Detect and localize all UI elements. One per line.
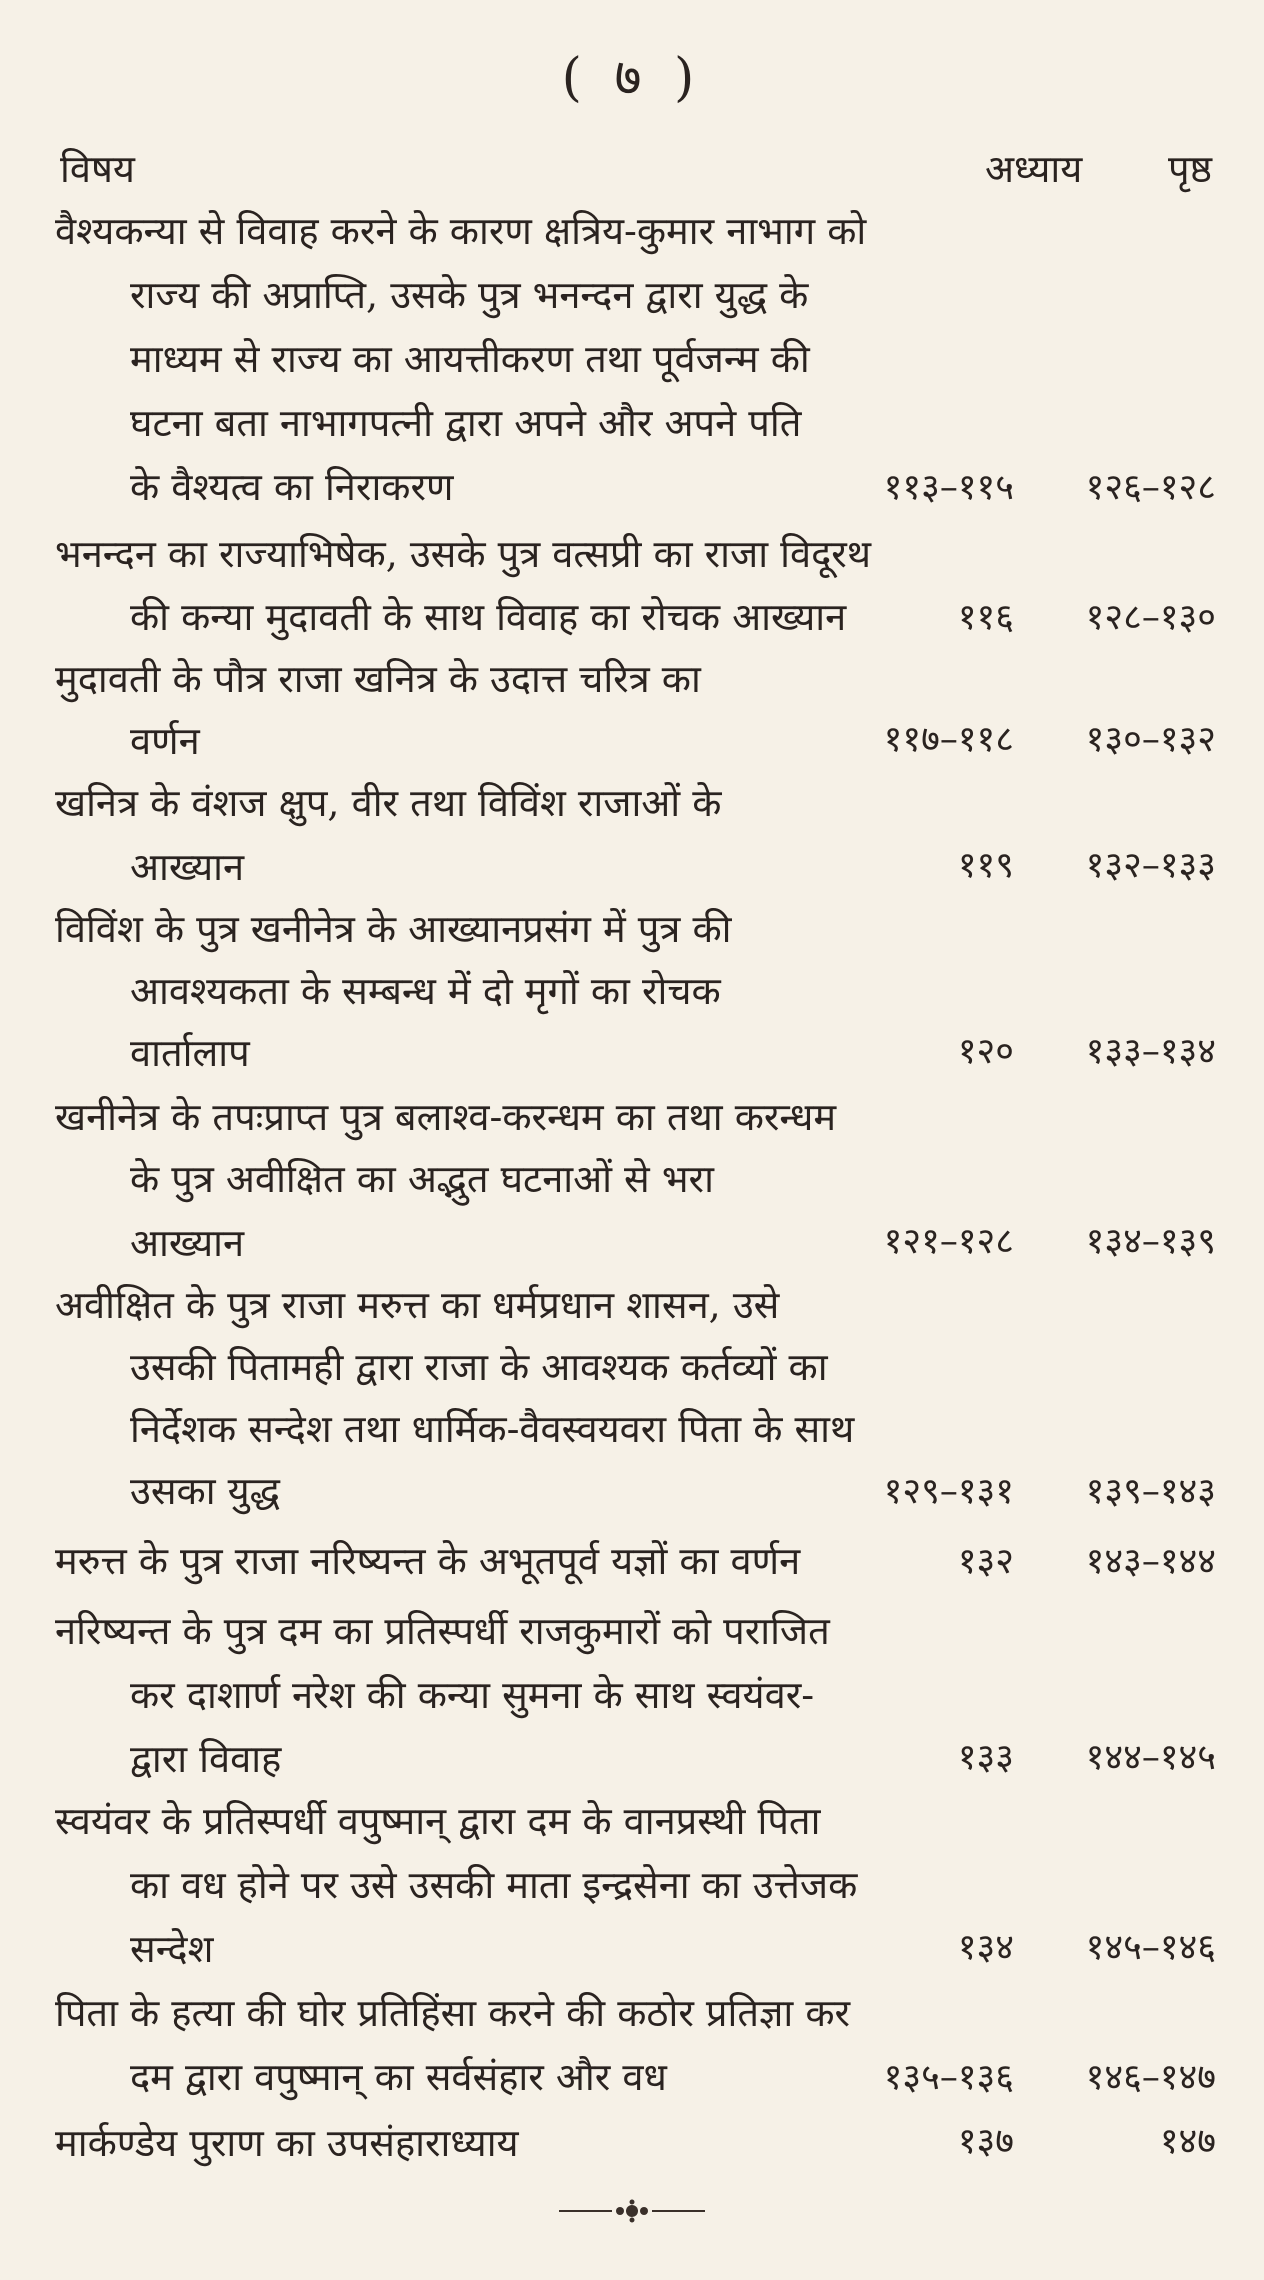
entry-line: खनित्र के वंशज क्षुप, वीर तथा विविंश राजाओं के [55, 781, 722, 825]
entry-line: आवश्यकता के सम्बन्ध में दो मृगों का रोचक [130, 969, 721, 1013]
entry-line: वार्तालाप [130, 1031, 250, 1075]
entry-line: सन्देश [130, 1927, 214, 1971]
entry-page: १२६–१२८ [1085, 467, 1216, 508]
entry-line: मुदावती के पौत्र राजा खनित्र के उदात्त चरित्र का [55, 657, 701, 701]
entry-chapter: ११९ [957, 845, 1014, 886]
entry-line: की कन्या मुदावती के साथ विवाह का रोचक आख्यान [130, 595, 847, 639]
entry-line: वैश्यकन्या से विवाह करने के कारण क्षत्रिय-कुमार नाभाग को [55, 209, 867, 253]
entry-line: कर दाशार्ण नरेश की कन्या सुमना के साथ स्वयंवर- [130, 1673, 815, 1717]
entry-line: उसकी पितामही द्वारा राजा के आवश्यक कर्तव्यों का [130, 1345, 828, 1389]
entry-line: माध्यम से राज्य का आयत्तीकरण तथा पूर्वजन्म की [130, 337, 810, 381]
entry-line: भनन्दन का राज्याभिषेक, उसके पुत्र वत्सप्री का राजा विदूरथ [55, 532, 872, 576]
entry-page: १४५–१४६ [1085, 1927, 1216, 1968]
entry-chapter: १२० [957, 1031, 1014, 1072]
entry-chapter: ११७–११८ [883, 719, 1014, 760]
header-chapter: अध्याय [985, 147, 1083, 191]
entry-line: दम द्वारा वपुष्मान् का सर्वसंहार और वध [130, 2055, 667, 2099]
entry-line: मरुत्त के पुत्र राजा नरिष्यन्त के अभूतपूर्व यज्ञों का वर्णन [55, 1539, 801, 1583]
page-number: ( ७ ) [561, 48, 703, 108]
entry-line: उसका युद्ध [130, 1469, 281, 1513]
entry-line: विविंश के पुत्र खनीनेत्र के आख्यानप्रसंग में पुत्र की [55, 907, 732, 951]
entry-chapter: १३३ [957, 1737, 1014, 1778]
entry-chapter: १३४ [957, 1927, 1014, 1968]
entry-line: राज्य की अप्राप्ति, उसके पुत्र भनन्दन द्वारा युद्ध के [130, 273, 809, 317]
entry-line: आख्यान [130, 845, 245, 889]
entry-line: निर्देशक सन्देश तथा धार्मिक-वैवस्वयवरा पिता के साथ [130, 1407, 855, 1451]
entry-chapter: १२९–१३१ [883, 1471, 1014, 1512]
entry-page: १३४–१३९ [1085, 1221, 1216, 1262]
entry-page: १३३–१३४ [1085, 1031, 1216, 1072]
entry-line: के वैश्यत्व का निराकरण [130, 465, 454, 509]
entry-line: आख्यान [130, 1221, 245, 1265]
entry-line: पिता के हत्या की घोर प्रतिहिंसा करने की कठोर प्रतिज्ञा कर [55, 1991, 851, 2035]
entry-line: द्वारा विवाह [130, 1737, 282, 1781]
entry-line: वर्णन [130, 719, 200, 763]
entry-line: का वध होने पर उसे उसकी माता इन्द्रसेना का उत्तेजक [130, 1863, 858, 1907]
entry-line: के पुत्र अवीक्षित का अद्भुत घटनाओं से भरा [130, 1157, 714, 1201]
entry-page: १३२–१३३ [1085, 845, 1216, 886]
entry-line: अवीक्षित के पुत्र राजा मरुत्त का धर्मप्रधान शासन, उसे [55, 1283, 780, 1327]
entry-page: १४७ [1159, 2121, 1216, 2162]
header-subject: विषय [60, 147, 135, 191]
entry-line: स्वयंवर के प्रतिस्पर्धी वपुष्मान् द्वारा दम के वानप्रस्थी पिता [55, 1799, 821, 1843]
entry-chapter: ११३–११५ [883, 467, 1014, 508]
entry-line: नरिष्यन्त के पुत्र दम का प्रतिस्पर्धी राजकुमारों को पराजित [55, 1609, 830, 1653]
entry-page: १४६–१४७ [1085, 2057, 1216, 2098]
entry-page: १३०–१३२ [1085, 719, 1216, 760]
entry-page: १४३–१४४ [1085, 1541, 1216, 1582]
entry-chapter: १३५–१३६ [883, 2057, 1014, 2098]
entry-line: खनीनेत्र के तपःप्राप्त पुत्र बलाश्व-करन्धम का तथा करन्धम [55, 1095, 837, 1139]
ornamental-divider-icon [0, 2195, 1264, 2235]
entry-chapter: १३२ [957, 1541, 1014, 1582]
entry-chapter: १२१–१२८ [883, 1221, 1014, 1262]
entry-line: घटना बता नाभागपत्नी द्वारा अपने और अपने पति [130, 401, 802, 445]
entry-line: मार्कण्डेय पुराण का उपसंहाराध्याय [55, 2121, 519, 2165]
entry-page: १३९–१४३ [1085, 1471, 1216, 1512]
entry-chapter: ११६ [957, 597, 1014, 638]
entry-page: १२८–१३० [1085, 597, 1216, 638]
header-page: पृष्ठ [1168, 147, 1212, 191]
ornament-svg [557, 2196, 707, 2226]
entry-chapter: १३७ [957, 2121, 1014, 2162]
entry-page: १४४–१४५ [1085, 1737, 1216, 1778]
